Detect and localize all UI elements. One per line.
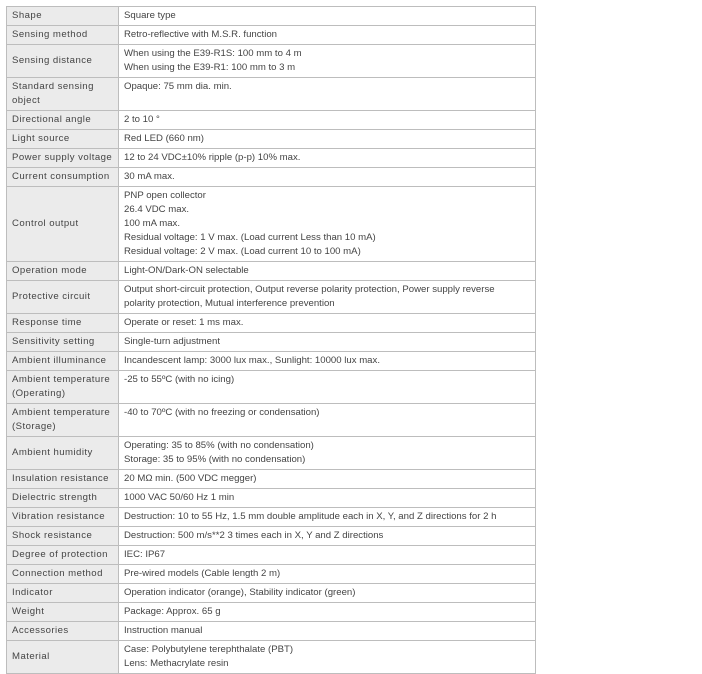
spec-row (7, 470, 536, 489)
spec-value-line: Light-ON/Dark-ON selectable (124, 265, 249, 276)
spec-value (119, 437, 536, 470)
spec-value-line: Incandescent lamp: 3000 lux max., Sunlight: 10000 lux max. (124, 355, 380, 366)
spec-row (7, 314, 536, 333)
spec-value (119, 622, 536, 641)
spec-value-line: Residual voltage: 1 V max. (Load current Less than 10 mA) (124, 232, 376, 243)
spec-row (7, 149, 536, 168)
spec-value-line: Opaque: 75 mm dia. min. (124, 81, 232, 92)
spec-row (7, 371, 536, 404)
spec-label: Ambient temperature (Storage) (7, 404, 119, 437)
spec-label: Accessories (7, 622, 119, 641)
spec-value (119, 527, 536, 546)
spec-row (7, 584, 536, 603)
spec-label: Material (7, 641, 119, 674)
spec-value-line: Output short-circuit protection, Output reverse polarity protection, Power supply reverse (124, 284, 495, 295)
spec-value (119, 149, 536, 168)
spec-value (119, 130, 536, 149)
spec-label: Ambient illuminance (7, 352, 119, 371)
spec-row (7, 546, 536, 565)
spec-label: Current consumption (7, 168, 119, 187)
spec-value (119, 470, 536, 489)
spec-value (119, 546, 536, 565)
spec-row (7, 26, 536, 45)
spec-value (119, 314, 536, 333)
spec-value-line: When using the E39-R1: 100 mm to 3 m (124, 62, 296, 73)
spec-value-line: Residual voltage: 2 V max. (Load current 10 to 100 mA) (124, 246, 361, 257)
spec-label: Dielectric strength (7, 489, 119, 508)
spec-label: Ambient temperature (Operating) (7, 371, 119, 404)
spec-label: Ambient humidity (7, 437, 119, 470)
spec-value (119, 371, 536, 404)
spec-table (6, 6, 536, 674)
spec-value-line: Lens: Methacrylate resin (124, 658, 229, 669)
spec-value-line: -40 to 70ºC (with no freezing or condensation) (124, 407, 320, 418)
spec-row (7, 508, 536, 527)
spec-label: Directional angle (7, 111, 119, 130)
spec-value-line: -25 to 55ºC (with no icing) (124, 374, 235, 385)
spec-label: Protective circuit (7, 281, 119, 314)
spec-label: Power supply voltage (7, 149, 119, 168)
spec-label: Light source (7, 130, 119, 149)
spec-value (119, 404, 536, 437)
spec-value-line: Square type (124, 10, 176, 21)
spec-value-line: When using the E39-R1S: 100 mm to 4 m (124, 48, 302, 59)
spec-value (119, 565, 536, 584)
spec-row (7, 111, 536, 130)
spec-value (119, 111, 536, 130)
spec-value (119, 45, 536, 78)
spec-label: Control output (7, 187, 119, 262)
spec-row (7, 45, 536, 78)
spec-row (7, 281, 536, 314)
spec-value-line: Operate or reset: 1 ms max. (124, 317, 244, 328)
spec-label: Standard sensing object (7, 78, 119, 111)
spec-row (7, 352, 536, 371)
spec-row (7, 603, 536, 622)
spec-value-line: Operation indicator (orange), Stability indicator (green) (124, 587, 356, 598)
spec-label: Weight (7, 603, 119, 622)
spec-value (119, 508, 536, 527)
spec-row (7, 622, 536, 641)
spec-label: Insulation resistance (7, 470, 119, 489)
spec-value (119, 603, 536, 622)
spec-row (7, 187, 536, 262)
spec-value-line: PNP open collector (124, 190, 206, 201)
spec-value (119, 489, 536, 508)
spec-value-line: 1000 VAC 50/60 Hz 1 min (124, 492, 235, 503)
spec-row (7, 78, 536, 111)
spec-value (119, 262, 536, 281)
spec-label: Shape (7, 7, 119, 26)
spec-row (7, 437, 536, 470)
spec-row (7, 7, 536, 26)
spec-value-line: 100 mA max. (124, 218, 180, 229)
spec-row (7, 168, 536, 187)
spec-value-line: Case: Polybutylene terephthalate (PBT) (124, 644, 294, 655)
spec-value (119, 187, 536, 262)
spec-value-line: Red LED (660 nm) (124, 133, 204, 144)
spec-value-line: Destruction: 10 to 55 Hz, 1.5 mm double amplitude each in X, Y, and Z directions for 2 h (124, 511, 497, 522)
spec-row (7, 565, 536, 584)
spec-value-line: polarity protection, Mutual interference prevention (124, 298, 335, 309)
spec-value-line: 20 MΩ min. (500 VDC megger) (124, 473, 257, 484)
spec-value-line: Instruction manual (124, 625, 203, 636)
spec-value-line: Single-turn adjustment (124, 336, 220, 347)
spec-value (119, 641, 536, 674)
spec-row (7, 527, 536, 546)
spec-label: Connection method (7, 565, 119, 584)
spec-value (119, 281, 536, 314)
spec-label: Operation mode (7, 262, 119, 281)
spec-value-line: Retro-reflective with M.S.R. function (124, 29, 278, 40)
spec-label: Sensing method (7, 26, 119, 45)
spec-value (119, 352, 536, 371)
spec-value-line: 2 to 10 ° (124, 114, 160, 125)
spec-row (7, 489, 536, 508)
spec-label: Vibration resistance (7, 508, 119, 527)
spec-label: Sensing distance (7, 45, 119, 78)
spec-row (7, 641, 536, 674)
spec-value (119, 333, 536, 352)
spec-value (119, 584, 536, 603)
spec-label: Response time (7, 314, 119, 333)
spec-value-line: 30 mA max. (124, 171, 175, 182)
spec-value-line: Pre-wired models (Cable length 2 m) (124, 568, 281, 579)
spec-value (119, 26, 536, 45)
spec-value (119, 78, 536, 111)
spec-label: Sensitivity setting (7, 333, 119, 352)
spec-value (119, 168, 536, 187)
spec-value (119, 7, 536, 26)
spec-value-line: 12 to 24 VDC±10% ripple (p-p) 10% max. (124, 152, 301, 163)
spec-table-body (7, 7, 536, 674)
spec-value-line: Destruction: 500 m/s**2 3 times each in X, Y and Z directions (124, 530, 384, 541)
spec-value-line: Storage: 35 to 95% (with no condensation) (124, 454, 306, 465)
spec-row (7, 333, 536, 352)
spec-value-line: Package: Approx. 65 g (124, 606, 221, 617)
spec-value-line: IEC: IP67 (124, 549, 166, 560)
spec-label: Degree of protection (7, 546, 119, 565)
spec-row (7, 130, 536, 149)
spec-value-line: Operating: 35 to 85% (with no condensation) (124, 440, 314, 451)
spec-label: Indicator (7, 584, 119, 603)
spec-row (7, 404, 536, 437)
spec-row (7, 262, 536, 281)
spec-label: Shock resistance (7, 527, 119, 546)
spec-value-line: 26.4 VDC max. (124, 204, 190, 215)
